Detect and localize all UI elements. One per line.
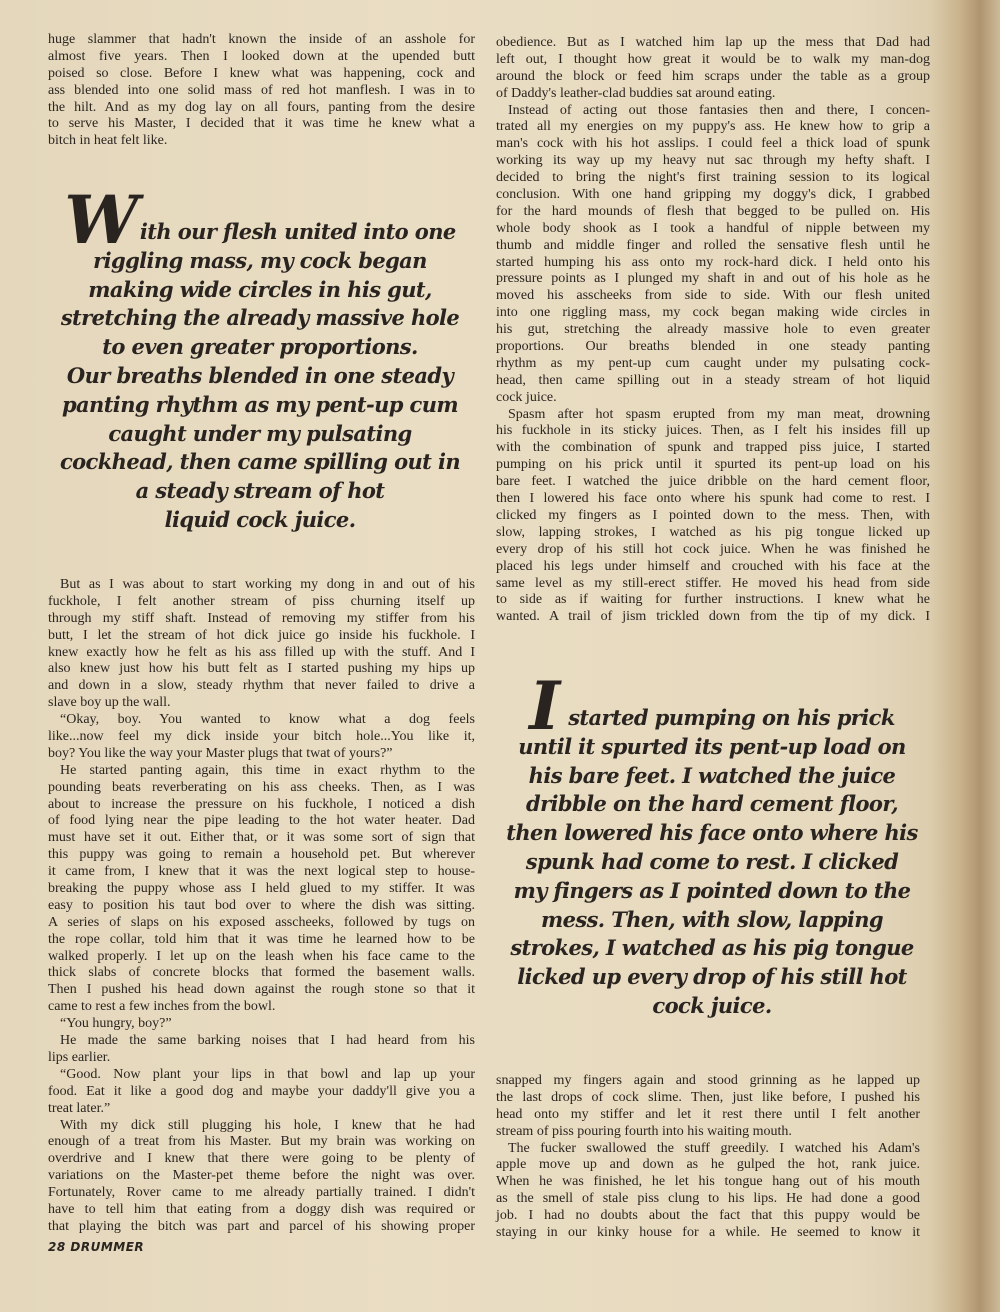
pull-quote-text: to even greater proportions. <box>102 334 418 360</box>
pull-quote-line <box>492 667 932 745</box>
pull-quote-text: a steady stream of hot <box>135 478 385 504</box>
text-line: huge slammer that hadn't known the inside of an asshole for <box>48 32 475 47</box>
text-line: this puppy was going to remain a household pet. But wherever <box>48 847 475 863</box>
text-line: staying in our kinky house for a while. He seemed to know it <box>496 1225 920 1241</box>
left-column-top-text <box>48 32 475 150</box>
pull-quote-text: Our breaths blended in one steady <box>66 362 454 388</box>
pull-quote-line <box>492 848 932 877</box>
text-line: butt, I let the stream of hot dick juice go inside his fuckhole. I <box>48 627 475 643</box>
pull-quote-2 <box>492 667 932 1021</box>
text-line: boy? You like the way your Master plugs that twat of yours?” <box>48 745 393 761</box>
text-line: moved his asscheeks from side to side. With our flesh united <box>496 288 930 304</box>
text-line: his fuckhole in its sticky juices. Then, as I felt his insides fill up <box>496 423 930 439</box>
text-line: the hilt. And as my dog lay on all fours, panting from the desire <box>48 99 475 115</box>
text-line: cock juice. <box>496 389 557 405</box>
text-line: knew exactly how he felt as his ass filled up with the stuff. And I <box>48 644 475 660</box>
text-line: also knew just how his butt felt as I started pushing my hips up <box>48 661 475 677</box>
text-line: stream of piss pouring fourth into his waiting mouth. <box>496 1123 792 1139</box>
text-line: walked properly. I let up on the leash when his face came to the <box>48 948 475 964</box>
text-line: thick slabs of concrete blocks that formed the basement walls. <box>48 965 475 981</box>
pull-quote-line <box>492 790 932 819</box>
pull-quote-text: strokes, I watched as his pig tongue <box>510 935 914 961</box>
text-line: He started panting again, this time in exact rhythm to the <box>60 762 475 778</box>
pull-quote-text: until it spurted its pent-up load on <box>518 733 906 759</box>
pull-quote-text: spunk had come to rest. I clicked <box>525 848 899 874</box>
page-folio: 28 DRUMMER <box>48 1240 145 1254</box>
pull-quote-text: then lowered his face onto where his <box>506 820 918 846</box>
pull-quote-text: liquid cock juice. <box>164 506 356 532</box>
text-line: ass blended into one solid mass of red hot manflesh. I was in to <box>48 82 475 98</box>
text-line: variations on the Master-pet theme before the night was over. <box>48 1168 475 1184</box>
text-line: the last drops of cock slime. Then, just like before, I pushed his <box>496 1089 920 1105</box>
text-line: conclusion. With one hand gripping my doggy's dick, I grabbed <box>496 187 930 203</box>
text-line: trated all my energies on my puppy's ass. He knew how to grip a <box>496 119 930 135</box>
text-line: slow, lapping strokes, I watched as his pig tongue licked up <box>496 524 930 540</box>
text-line: lips earlier. <box>48 1049 111 1065</box>
text-line: every drop of his still hot cock juice. When he was finished he <box>496 541 930 557</box>
text-line: “Okay, boy. You wanted to know what a dog feels <box>60 712 475 728</box>
pull-quote-line <box>40 247 480 276</box>
text-line: He made the same barking noises that I had heard from his <box>60 1033 475 1049</box>
text-line: head, then came spilling out in a steady stream of hot liquid <box>496 372 930 388</box>
text-line: working its way up my heavy nut sac through my hefty shaft. I <box>496 153 930 169</box>
text-line: head onto my stiffer and let it rest there until I felt another <box>496 1106 920 1122</box>
text-line: for the hard mounds of flesh that begged to be pulled on. His <box>496 203 930 219</box>
text-line: Spasm after hot spasm erupted from my man meat, drowning <box>508 406 930 422</box>
right-column-bottom-text <box>496 1073 920 1242</box>
text-line: easy to position his taut bod over to where the dish was sitting. <box>48 897 475 913</box>
pull-quote-line <box>40 506 480 535</box>
text-line: clicked my fingers as I pointed down to the mess. Then, with <box>496 507 930 523</box>
text-line: job. I had no doubts about the fact that this puppy would be <box>496 1208 920 1224</box>
pull-quote-text: dribble on the hard cement floor, <box>526 791 898 817</box>
pull-quote-text: cockhead, then came spilling out in <box>59 449 461 475</box>
text-line: But as I was about to start working my dong in and out of his <box>60 577 475 592</box>
pull-quote-line <box>492 733 932 762</box>
text-line: bitch in heat felt like. <box>48 133 168 149</box>
pull-quote-line <box>40 276 480 305</box>
text-line: slave boy up the wall. <box>48 695 171 711</box>
text-line: thumb and middle finger and rolled the sensative flesh until he <box>496 237 930 253</box>
text-line: apple move up and down as he gulped the hot, rank juice. <box>496 1157 920 1173</box>
text-line: have to tell him that eating from a doggy dish was required or <box>48 1201 475 1217</box>
pull-quote-line <box>40 333 480 362</box>
text-line: A series of slaps on his exposed asscheeks, followed by tugs on <box>48 914 475 930</box>
text-line: pounding beats reverberating on his ass cheeks. Then, as I was <box>48 779 475 795</box>
pull-quote-line <box>492 877 932 906</box>
text-line: started humping his ass onto my rock-hard dick. I held onto his <box>496 254 930 270</box>
pull-quote-text: caught under my pulsating <box>108 420 412 446</box>
text-line: overdrive and I knew that there were going to be plenty of <box>48 1151 475 1167</box>
pull-quote-line <box>40 181 480 259</box>
text-line: to serve his Master, I decided that it was time he knew what a <box>48 116 475 132</box>
drop-cap: I <box>529 667 560 745</box>
text-line: bare feet. I watched the juice dribble on the hard cement floor, <box>496 474 930 490</box>
text-line: about to increase the pressure on his fuckhole, I noticed a dish <box>48 796 475 812</box>
text-line: wanted. A trail of jism trickled down from the tip of my dick. I <box>496 609 930 625</box>
pull-quote-line <box>40 420 480 449</box>
right-column-top-text <box>496 35 930 626</box>
text-line: Instead of acting out those fantasies then and there, I concen- <box>508 102 930 118</box>
text-line: placed his legs under himself and crouched with his face at the <box>496 558 930 574</box>
text-line: Then I pushed his head down against the rough stone so that it <box>48 982 475 998</box>
pull-quote-line <box>40 448 480 477</box>
pull-quote-text: licked up every drop of his still hot <box>517 964 907 990</box>
pull-quote-text: stretching the already massive hole <box>60 305 460 331</box>
text-line: of food lying near the pipe leading to the hot water heater. Dad <box>48 813 475 829</box>
text-line: poised so close. Before I knew what was happening, cock and <box>48 65 475 81</box>
text-line: around the block or feed him scraps under the table as a group <box>496 68 930 84</box>
text-line: proportions. Our breaths blended in one steady panting <box>496 339 930 355</box>
text-line: then I lowered his face onto where his spunk had come to rest. I <box>496 491 930 507</box>
left-column-bottom-text <box>48 577 475 1236</box>
text-line: to side as if waiting for further instructions. I knew what he <box>496 592 930 608</box>
text-line: food. Eat it like a good dog and maybe your daddy'll give you a <box>48 1083 475 1099</box>
pull-quote-line <box>40 304 480 333</box>
text-line: man's cock with his hot asslips. I could feel a thick load of spunk <box>496 136 930 152</box>
text-line: fuckhole, I felt another stream of piss churning itself up <box>48 593 475 609</box>
text-line: decided to bring the night's first training session to its logical <box>496 170 930 186</box>
text-line: “Good. Now plant your lips in that bowl and lap up your <box>60 1066 475 1082</box>
text-line: the rope collar, told him that it was time he learned how to be <box>48 931 475 947</box>
text-line: and down in a slow, steady rhythm that never failed to drive a <box>48 678 475 694</box>
text-line: with the combination of spunk and trapped piss juice, I started <box>496 440 930 456</box>
text-line: it came from, I knew that it was the next logical step to house- <box>48 864 475 880</box>
text-line: into one riggling mass, my cock began making wide circles in <box>496 305 930 321</box>
pull-quote-line <box>492 906 932 935</box>
text-line: obedience. But as I watched him lap up the mess that Dad had <box>496 35 930 50</box>
pull-quote-text: mess. Then, with slow, lapping <box>540 906 883 932</box>
pull-quote-1 <box>40 181 480 535</box>
text-line: must have set it out. Either that, or it was some sort of sign that <box>48 830 475 846</box>
pull-quote-text: making wide circles in his gut, <box>88 276 432 302</box>
text-line: same level as my still-erect stiffer. He moved his head from side <box>496 575 930 591</box>
pull-quote-text: cock juice. <box>652 992 772 1018</box>
pull-quote-line <box>40 391 480 420</box>
text-line: through my stiff shaft. Instead of removing my stiffer from his <box>48 610 475 626</box>
pull-quote-text: my fingers as I pointed down to the <box>513 877 911 903</box>
text-line: pumping on his prick until it spurted its pent-up load on his <box>496 457 930 473</box>
text-line: almost five years. Then I looked down at the upended butt <box>48 48 475 64</box>
text-line: When he was finished, he let his tongue hang out of his mouth <box>496 1174 920 1190</box>
text-line: left out, I thought how great it would be to walk my man-dog <box>496 51 930 67</box>
pull-quote-line <box>492 819 932 848</box>
text-line: Fortunately, Rover came to me already partially trained. I didn't <box>48 1185 475 1201</box>
text-line: came to rest a few inches from the bowl. <box>48 999 276 1015</box>
text-line: treat later.” <box>48 1100 111 1116</box>
text-line: snapped my fingers again and stood grinning as he lapped up <box>496 1073 920 1088</box>
pull-quote-text: ith our flesh united into one <box>139 219 456 244</box>
text-line: whole body shook as I took a handful of nipple between my <box>496 220 930 236</box>
pull-quote-line <box>492 963 932 992</box>
pull-quote-text: started pumping on his prick <box>561 705 895 730</box>
pull-quote-line <box>492 992 932 1021</box>
text-line: pressure points as I plunged my shaft in and out of his hole as he <box>496 271 930 287</box>
text-line: like...now feel my dick inside your bitch hole...You like it, <box>48 729 475 745</box>
pull-quote-line <box>492 934 932 963</box>
pull-quote-line <box>492 762 932 791</box>
pull-quote-text: his bare feet. I watched the juice <box>528 762 896 788</box>
text-line: With my dick still plugging his hole, I knew that he had <box>60 1117 475 1133</box>
text-line: rhythm as my pent-up cum caught under my pulsating cock- <box>496 355 930 371</box>
drop-cap: W <box>64 181 138 259</box>
pull-quote-line <box>40 477 480 506</box>
pull-quote-text: panting rhythm as my pent-up cum <box>61 391 459 417</box>
text-line: The fucker swallowed the stuff greedily. I watched his Adam's <box>508 1140 920 1156</box>
pull-quote-line <box>40 362 480 391</box>
text-line: of Daddy's leather-clad buddies sat around eating. <box>496 85 776 101</box>
text-line: breaking the puppy whose ass I held glued to my stiffer. It was <box>48 881 475 897</box>
text-line: his gut, stretching the already massive hole to even greater <box>496 322 930 338</box>
pull-quote-text: riggling mass, my cock began <box>93 247 427 273</box>
text-line: as the smell of stale piss clung to his lips. He had done a good <box>496 1191 920 1207</box>
text-line: that playing the bitch was part and parcel of his showing proper <box>48 1218 475 1234</box>
text-line: enough of a treat from his Master. But my brain was working on <box>48 1134 475 1150</box>
text-line: “You hungry, boy?” <box>60 1016 172 1032</box>
